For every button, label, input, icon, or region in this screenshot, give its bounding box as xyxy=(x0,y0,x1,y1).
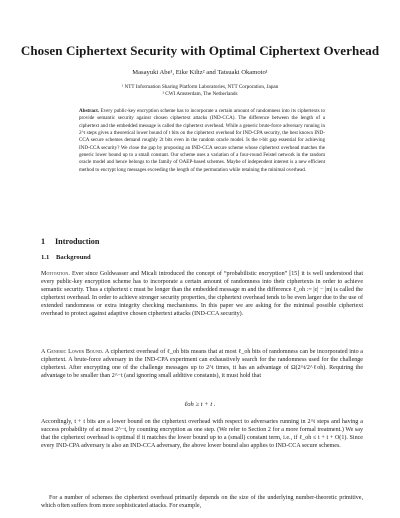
affiliation-2: ² CWI Amsterdam, The Netherlands xyxy=(162,91,238,97)
section-title: Introduction xyxy=(55,237,100,246)
abstract xyxy=(79,108,325,174)
paragraph-lead: Motivation. xyxy=(41,271,71,277)
paragraph-text: Ever since Goldwasser and Micali introduced the concept of “probabilistic encryption” [15] it is well understood that every public-key encryption scheme has to incorporate a certain amount of randomness into their ciphertexts in order to achieve semantic security. Thus a ciphertext c must be longer than the embedded message m and the difference ℓ_oh := |c| − |m| is called the ciphertext overhead. In order to achieve stronger security properties, the ciphertext overhead tends to be even larger due to the use of extended randomness or extra integrity checking mechanisms. In this paper we are asking for the minimal possible ciphertext overhead to protect against adaptive chosen ciphertext attacks (IND-CCA security). xyxy=(41,271,363,318)
abstract-label: Abstract. xyxy=(79,108,100,114)
paragraph-lower-bound xyxy=(41,348,363,380)
paragraph-text: A ciphertext overhead of ℓ_oh bits means that at most ℓ_oh bits of randomness can be incorporated into a ciphertext. A brute-force adversary in the IND-CPA experiment can exhaustively search for the randomness used for the challenge ciphertext. After encrypting one of the challenge messages up to 2^t times, it has an advantage of Ω(2^t/2^ℓoh). Requiring the advantage to be smaller than 2^−t (and ignoring small additive constants), it must hold that xyxy=(41,349,363,380)
author-list: Masayuki Abe¹, Eike Kiltz² and Tatsuaki Okamoto¹ xyxy=(132,69,268,76)
paragraph-motivation xyxy=(41,270,363,318)
subsection-number: 1.1 xyxy=(41,254,50,261)
section-number: 1 xyxy=(41,237,46,246)
subsection-heading xyxy=(41,254,91,261)
paragraph-lead: A Generic Lower Bound. xyxy=(41,349,104,355)
equation: ℓoh ≥ t + t . xyxy=(184,401,216,408)
subsection-title: Background xyxy=(56,254,91,261)
abstract-text: Every public-key encryption scheme has to incorporate a certain amount of randomness into its ciphertexts to provide semantic security against chosen ciphertext attacks (IND-CCA). The difference between the length of a ciphertext and the embedded message is called the ciphertext overhead. While a generic brute-force adversary running in 2^t steps gives a theoretical lower bound of t bits on the ciphertext overhead for IND-CPA security, the best known IND-CCA secure schemes demand roughly 2t bits even in the random oracle model. Is the t-bit gap essential for achieving IND-CCA security? We close the gap by proposing an IND-CCA secure scheme whose ciphertext overhead matches the generic lower bound up to a small constant. Our scheme uses a variation of a four-round Feistel network in the random oracle model and hence belongs to the family of OAEP-based schemes. Maybe of independent interest is a new efficient method to encrypt long messages exceeding the length of the permutation while retaining the minimal overhead. xyxy=(79,108,326,173)
affiliation-1: ¹ NTT Information Sharing Platform Laboratories, NTT Corporation, Japan xyxy=(121,84,279,90)
section-heading xyxy=(41,237,99,246)
paragraph-accordingly: Accordingly, t + t bits are a lower bound on the ciphertext overhead with respect to adversaries running in 2^t steps and having a success probability of at most 2^−t, by counting encryption as one step. (We refer to Section 2 for a more formal treatment.) We say that the ciphertext overhead is optimal if it matches the lower bound up to a (small) constant term, i.e., if ℓ_oh ≤ t + t + O(1). Since every IND-CPA adversary is also an IND-CCA adversary, the above lower bound also applies to IND-CCA secure schemes. xyxy=(41,419,363,450)
paragraph-schemes: For a number of schemes the ciphertext overhead primarily depends on the size of the underlying number-theoretic primitive, which often suffers from more sophisticated attacks. For example, xyxy=(41,495,363,510)
paper-title: Chosen Ciphertext Security with Optimal Ciphertext Overhead xyxy=(20,43,380,58)
